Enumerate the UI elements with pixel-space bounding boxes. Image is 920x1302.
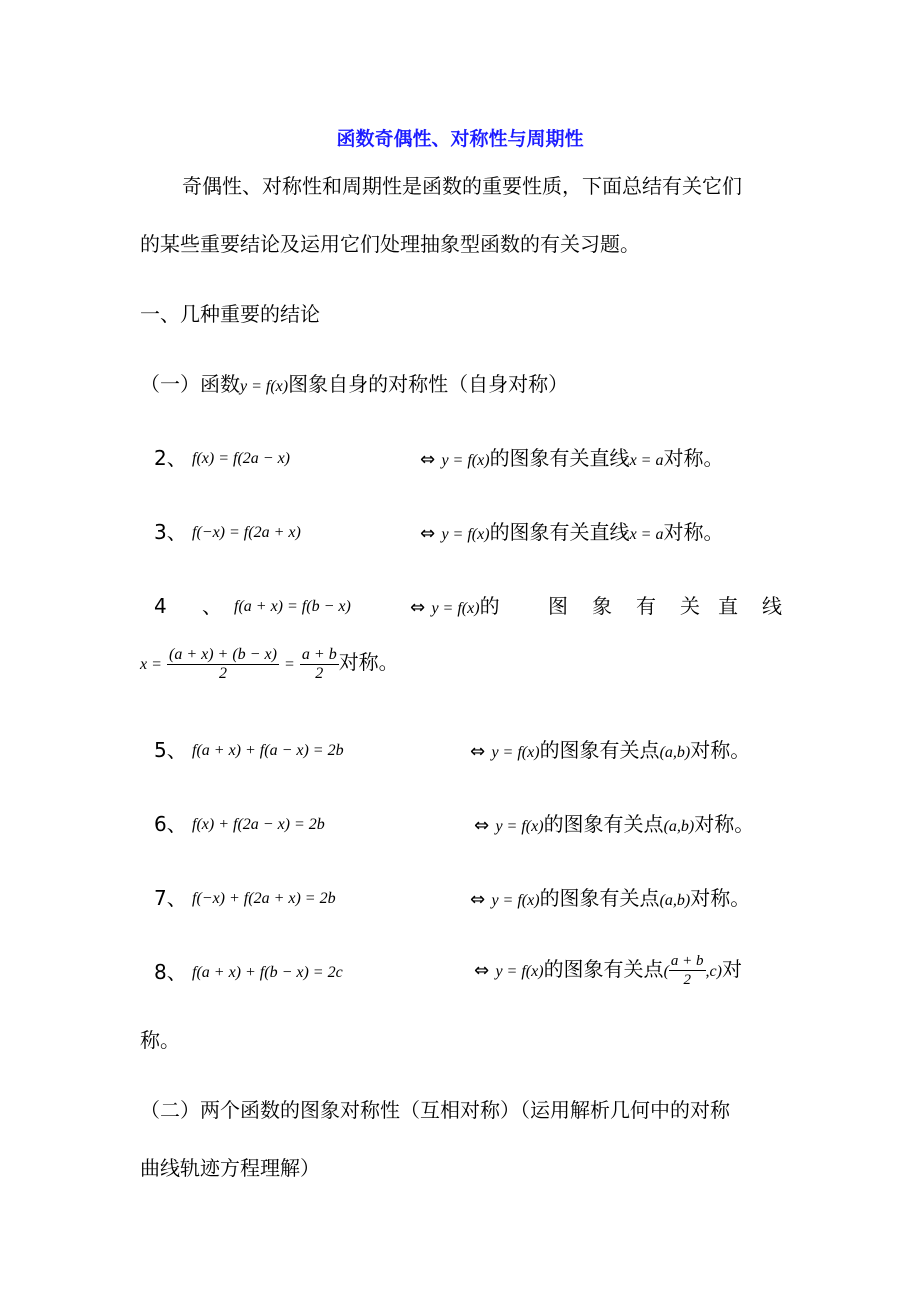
item-4-fraction-2 (300, 646, 339, 683)
subsection-1-suffix: 图象自身的对称性（自身对称） (288, 372, 569, 396)
item-8-point-fraction-numerator: a + b (670, 953, 704, 969)
item-8-text-end-2: 称。 (140, 1028, 180, 1052)
item-4-equivalence-arrow: ⇔ (410, 597, 426, 618)
item-8-text: 的图象有关点 (543, 957, 664, 981)
item-7-text-end: 对称。 (690, 886, 751, 910)
item-3-text: 的图象有关直线 (489, 520, 630, 544)
item-6-equation: f(x) + f(2a − x) = 2b (192, 816, 325, 833)
item-4-separator: 、 (202, 594, 222, 618)
item-7-conclusion (470, 884, 750, 915)
item-8-point-close: ,c) (705, 963, 722, 980)
item-5-equivalence-arrow: ⇔ (470, 741, 486, 762)
item-6-equivalence-arrow: ⇔ (474, 815, 490, 836)
item-4-equation: f(a + x) = f(b − x) (234, 598, 351, 615)
item-6-number: 6、 (154, 812, 187, 836)
item-4-fraction-1-numerator: (a + x) + (b − x) (169, 646, 277, 663)
item-7-point: (a,b) (659, 892, 691, 909)
item-7-number: 7、 (154, 886, 187, 910)
item-4-fraction-2-numerator: a + b (301, 646, 337, 663)
subsection-1-heading (140, 370, 568, 401)
item-3-function: y = f(x) (441, 526, 490, 543)
item-2-equivalence-arrow: ⇔ (420, 449, 436, 470)
item-4-word-5: 关 (680, 594, 700, 618)
item-3-condition: x = a (629, 526, 664, 543)
item-3-equation: f(−x) = f(2a + x) (192, 524, 301, 541)
item-2-number: 2、 (154, 446, 187, 470)
item-4-word-4: 有 (636, 594, 656, 618)
item-4-formula-line (140, 646, 399, 683)
item-3-number: 3、 (154, 520, 187, 544)
subsection-1-math: y = f(x) (240, 378, 289, 395)
item-4-fraction-1 (167, 646, 279, 683)
item-6-text: 的图象有关点 (543, 812, 664, 836)
item-2-condition: x = a (629, 452, 664, 469)
item-4-number: 4 (154, 594, 167, 618)
item-4-fraction-1-denominator: 2 (218, 665, 227, 682)
item-8-function: y = f(x) (495, 963, 544, 980)
item-7-equivalence-arrow: ⇔ (470, 889, 486, 910)
item-3-text-end: 对称。 (663, 520, 724, 544)
item-5-number: 5、 (154, 738, 187, 762)
subsection-2-line-2: 曲线轨迹方程理解） (140, 1156, 320, 1180)
item-8-text-end-1: 对 (721, 957, 742, 981)
item-4-word-7: 线 (762, 594, 782, 618)
item-4-word-6: 直 (718, 594, 738, 618)
item-4-conclusion (410, 592, 500, 623)
page-title: 函数奇偶性、对称性与周期性 (336, 128, 584, 150)
item-4-text-end: 对称。 (338, 650, 399, 674)
item-5-text: 的图象有关点 (539, 738, 660, 762)
item-5-function: y = f(x) (491, 744, 540, 761)
item-7-text: 的图象有关点 (539, 886, 660, 910)
item-4-word-3: 象 (592, 594, 612, 618)
item-4-word-1: 的 (479, 594, 500, 618)
item-2-conclusion (420, 444, 723, 475)
item-6-function: y = f(x) (495, 818, 544, 835)
item-5-text-end: 对称。 (690, 738, 751, 762)
section-heading: 一、几种重要的结论 (140, 302, 320, 326)
item-6-conclusion (474, 810, 754, 841)
item-7-equation: f(−x) + f(2a + x) = 2b (192, 890, 336, 907)
subsection-1-prefix: （一）函数 (140, 372, 240, 396)
item-5-conclusion (470, 736, 750, 767)
item-2-function: y = f(x) (441, 452, 490, 469)
item-2-equation: f(x) = f(2a − x) (192, 450, 290, 467)
item-8-conclusion (474, 952, 742, 989)
intro-line-1: 奇偶性、对称性和周期性是函数的重要性质，下面总结有关它们 (182, 174, 742, 198)
item-4-function: y = f(x) (431, 600, 480, 617)
item-5-equation: f(a + x) + f(a − x) = 2b (192, 742, 344, 759)
subsection-2-line-1: （二）两个函数的图象对称性（互相对称）（运用解析几何中的对称 (140, 1098, 730, 1122)
item-4-x-equals: x = (140, 656, 162, 673)
item-8-equivalence-arrow: ⇔ (474, 960, 490, 981)
item-3-conclusion (420, 518, 723, 549)
item-6-point: (a,b) (663, 818, 695, 835)
item-2-text-end: 对称。 (663, 446, 724, 470)
item-8-number: 8、 (154, 960, 187, 984)
item-5-point: (a,b) (659, 744, 691, 761)
item-8-point-fraction (669, 952, 706, 989)
item-8-point-fraction-denominator: 2 (683, 972, 691, 988)
item-4-equals: = (284, 656, 295, 673)
item-6-text-end: 对称。 (694, 812, 755, 836)
item-4-fraction-2-denominator: 2 (315, 665, 324, 682)
item-8-point-open: ( (663, 963, 669, 980)
item-7-function: y = f(x) (491, 892, 540, 909)
item-3-equivalence-arrow: ⇔ (420, 523, 436, 544)
intro-line-2: 的某些重要结论及运用它们处理抽象型函数的有关习题。 (140, 232, 640, 256)
item-2-text: 的图象有关直线 (489, 446, 630, 470)
item-4-word-2: 图 (548, 594, 568, 618)
item-8-equation: f(a + x) + f(b − x) = 2c (192, 964, 343, 981)
